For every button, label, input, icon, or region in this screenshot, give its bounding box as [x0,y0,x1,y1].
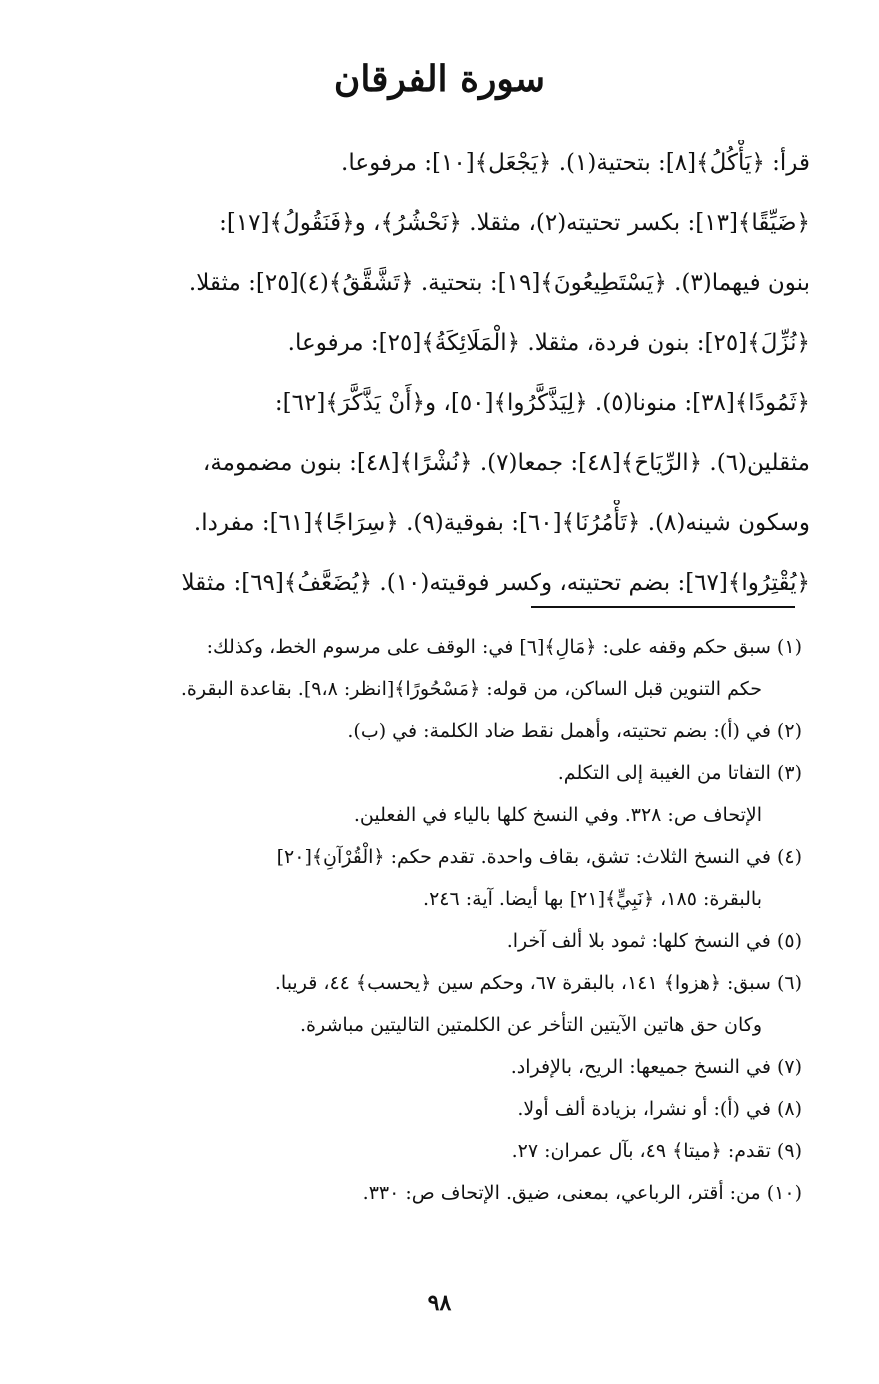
footnote-line: (١) سبق حكم وقفه على: ﴿مَالِ﴾[٦] في: الوقف على مرسوم الخط، وكذلك: [206,636,802,658]
footnote-line: (٣) التفاتا من الغيبة إلى التكلم. [557,762,802,784]
footnote-divider [531,606,795,608]
footnote-line: وكان حق هاتين الآيتين التأخر عن الكلمتين التاليتين مباشرة. [299,1014,762,1036]
main-text-line: قرأ: ﴿يَأْكُلُ﴾[٨]: بتحتية(١). ﴿يَجْعَل﴾[١٠]: مرفوعا. [341,150,810,176]
main-text-line: مثقلين(٦). ﴿الرِّيَاحَ﴾[٤٨]: جمعا(٧). ﴿نُشْرًا﴾[٤٨]: بنون مضمومة، [202,450,810,476]
footnote-line: (٦) سبق: ﴿هزوا﴾ ١٤١، بالبقرة ٦٧، وحكم سين ﴿يحسب﴾ ٤٤، قريبا. [274,972,802,994]
footnote-line: (٨) في (أ): أو نشرا، بزيادة ألف أولا. [517,1098,802,1120]
footnote-line: بالبقرة: ١٨٥، ﴿نَبِيٍّ﴾[٢١] بها أيضا. آية: ٢٤٦. [423,888,762,910]
footnote-line: (٧) في النسخ جميعها: الريح، بالإفراد. [510,1056,802,1078]
footnote-line: (٩) تقدم: ﴿ميتا﴾ ٤٩، بآل عمران: ٢٧. [511,1140,802,1162]
page-title: سورة الفرقان [333,58,546,100]
footnote-line: (١٠) من: أقتر، الرباعي، بمعنى، ضيق. الإتحاف ص: ٣٣٠. [362,1182,802,1204]
footnotes [68,630,802,1218]
main-text-line: ﴿ثَمُودًا﴾[٣٨]: منونا(٥). ﴿لِيَذَّكَّرُوا﴾[٥٠]، و﴿أَنْ يَذَّكَّرَ﴾[٦٢]: [274,390,810,416]
main-text [92,140,810,620]
footnote-line: (٢) في (أ): بضم تحتيته، وأهمل نقط ضاد الكلمة: في (ب). [347,720,802,742]
main-text-line: وسكون شينه(٨). ﴿تَأْمُرُنَا﴾[٦٠]: بفوقية(٩). ﴿سِرَاجًا﴾[٦١]: مفردا. [193,510,810,536]
footnote-line: حكم التنوين قبل الساكن، من قوله: ﴿مَسْحُورًا﴾[انظر: ٩،٨]. بقاعدة البقرة. [180,678,762,700]
footnote-line: (٥) في النسخ كلها: ثمود بلا ألف آخرا. [506,930,802,952]
main-text-line: ﴿نُزِّلَ﴾[٢٥]: بنون فردة، مثقلا. ﴿الْمَلَائِكَةُ﴾[٢٥]: مرفوعا. [287,330,810,356]
page-number: ٩٨ [427,1290,452,1316]
footnote-line: (٤) في النسخ الثلاث: تشق، بقاف واحدة. تقدم حكم: ﴿الْقُرْآنِ﴾[٢٠] [276,846,802,868]
main-text-line: ﴿يُقْتِرُوا﴾[٦٧]: بضم تحتيته، وكسر فوقيته(١٠). ﴿يُضَعَّفُ﴾[٦٩]: مثقلا [181,570,810,596]
main-text-line: ﴿ضَيِّقًا﴾[١٣]: بكسر تحتيته(٢)، مثقلا. ﴿نَحْشُرُ﴾، و﴿فَنَقُولُ﴾[١٧]: [219,210,810,236]
footnote-line: الإتحاف ص: ٣٢٨. وفي النسخ كلها بالياء في الفعلين. [353,804,762,826]
main-text-line: بنون فيهما(٣). ﴿يَسْتَطِيعُونَ﴾[١٩]: بتحتية. ﴿تَشَّقَّقُ﴾(٤)[٢٥]: مثقلا. [188,270,810,296]
